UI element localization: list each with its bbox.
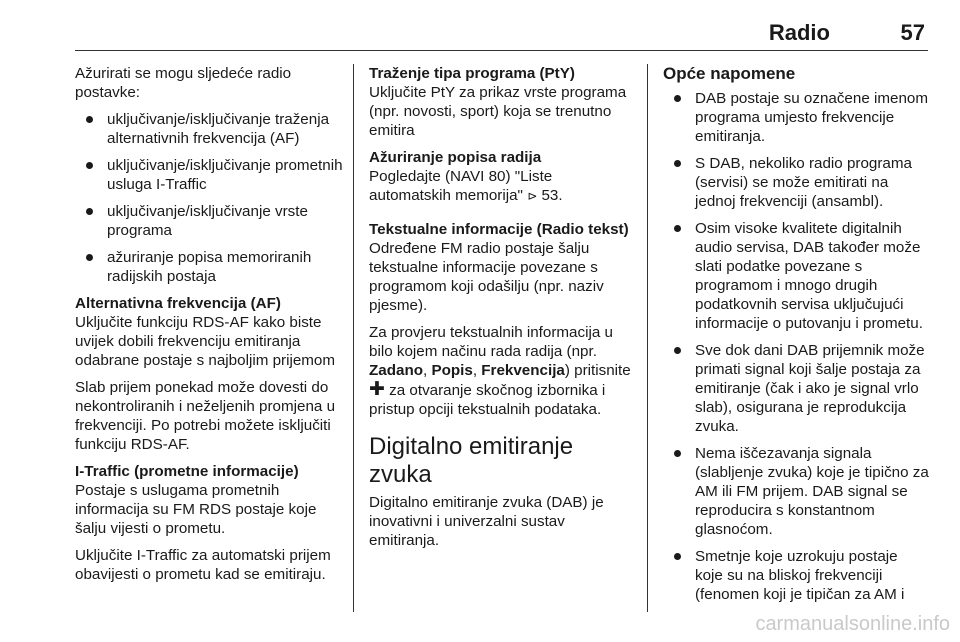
traffic-heading: I-Traffic (prometne informacije) [75, 463, 299, 480]
pty-heading: Traženje tipa programa (PtY) [369, 65, 575, 82]
bullet-icon [86, 208, 93, 215]
settings-list [75, 110, 343, 286]
bullet-icon [86, 254, 93, 261]
bullet-icon [86, 116, 93, 123]
notes-list [663, 89, 929, 604]
option-default: Zadano [369, 362, 424, 379]
page-header [75, 0, 928, 51]
intro-text: Ažurirati se mogu sljedeće radio postavke: [75, 65, 292, 101]
page-number: 57 [900, 20, 925, 45]
traffic-paragraph-2: Uključite I-Traffic za automatski prijem obavijesti o prometu kad se emitiraju. [75, 547, 331, 583]
list-item: DAB postaje su označene imenom programa umjesto frekvencije emitiranja. [663, 89, 929, 146]
traffic-paragraph-1: Postaje s uslugama prometnih informacija su FM RDS postaje koje šalju vijesti o prometu. [75, 482, 317, 537]
list-item: ažuriranje popisa memoriranih radijskih postaja [75, 248, 343, 286]
column-2 [369, 64, 633, 558]
list-item: Osim visoke kvalitete digitalnih audio servisa, DAB također može slati podatke povezane s programom i mnogo drugih podatkovnih servisa uključujući informacije o putovanju i prometu. [663, 219, 929, 333]
af-paragraph-1: Uključite funkciju RDS-AF kako biste uvijek dobili frekvenciju emitiranja odabrane postaje s najboljim prijemom [75, 314, 336, 369]
bullet-icon [674, 553, 681, 560]
list-item: uključivanje/isključivanje traženja alternativnih frekvencija (AF) [75, 110, 343, 148]
column-divider-1 [353, 64, 354, 612]
update-heading: Ažuriranje popisa radija [369, 149, 542, 166]
bullet-icon [674, 95, 681, 102]
section-title: Radio [768, 20, 830, 45]
list-item: Sve dok dani DAB prijemnik može primati signal koji šalje postaja za emitiranje (čak i ako je signal vrlo slab), osigurana je reprodukcija zvuka. [663, 341, 929, 436]
page-reference-icon: ⊳ [527, 189, 538, 203]
af-heading: Alternativna frekvencija (AF) [75, 295, 281, 312]
list-item: Smetnje koje uzrokuju postaje koje su na bliskoj frekvenciji (fenomen koji je tipičan za AM i [663, 547, 929, 604]
bullet-icon [674, 347, 681, 354]
list-item: Nema iščezavanja signala (slabljenje zvuka) koje je tipično za AM ili FM prijem. DAB signal se reproducira s konstantnom glasnoćom. [663, 444, 929, 539]
plus-icon: ✚ [369, 379, 385, 400]
dab-paragraph: Digitalno emitiranje zvuka (DAB) je inovativni i univerzalni sustav emitiranja. [369, 494, 604, 549]
pty-paragraph: Uključite PtY za prikaz vrste programa (npr. novosti, sport) koja se trenutno emitira [369, 84, 627, 139]
column-1 [75, 64, 343, 592]
text-paragraph-2: Za provjeru tekstualnih informacija u bilo kojem načinu rada radija (npr. Zadano, Popis, Frekvencija) pritisnite ✚ za otvaranje skočnog izbornika i pristup opciji tekstualnih podataka. [369, 324, 631, 418]
general-notes-heading: Opće napomene [663, 64, 796, 83]
column-divider-2 [647, 64, 648, 612]
bullet-icon [674, 450, 681, 457]
text-heading: Tekstualne informacije (Radio tekst) [369, 221, 629, 238]
list-item: uključivanje/isključivanje prometnih usluga I-Traffic [75, 156, 343, 194]
list-item: uključivanje/isključivanje vrste programa [75, 202, 343, 240]
list-item: S DAB, nekoliko radio programa (servisi) se može emitirati na jednoj frekvenciji (ansambl). [663, 154, 929, 211]
bullet-icon [674, 160, 681, 167]
bullet-icon [674, 225, 681, 232]
column-3 [663, 64, 929, 612]
option-frequency: Frekvencija [481, 362, 565, 379]
dab-heading: Digitalno emitiranje zvuka [369, 433, 574, 488]
text-paragraph-1: Određene FM radio postaje šalju tekstualne informacije povezane s programom koji odašilju (npr. naziv pjesme). [369, 240, 604, 314]
update-paragraph: Pogledajte (NAVI 80) "Liste automatskih memorija" ⊳ 53. [369, 168, 563, 204]
bullet-icon [86, 162, 93, 169]
watermark: carmanualsonline.info [755, 613, 950, 635]
af-paragraph-2: Slab prijem ponekad može dovesti do nekontroliranih i neželjenih promjena u frekvenciji. Po potrebi možete isključiti funkciju RDS-AF. [75, 379, 336, 453]
option-list: Popis [431, 362, 473, 379]
